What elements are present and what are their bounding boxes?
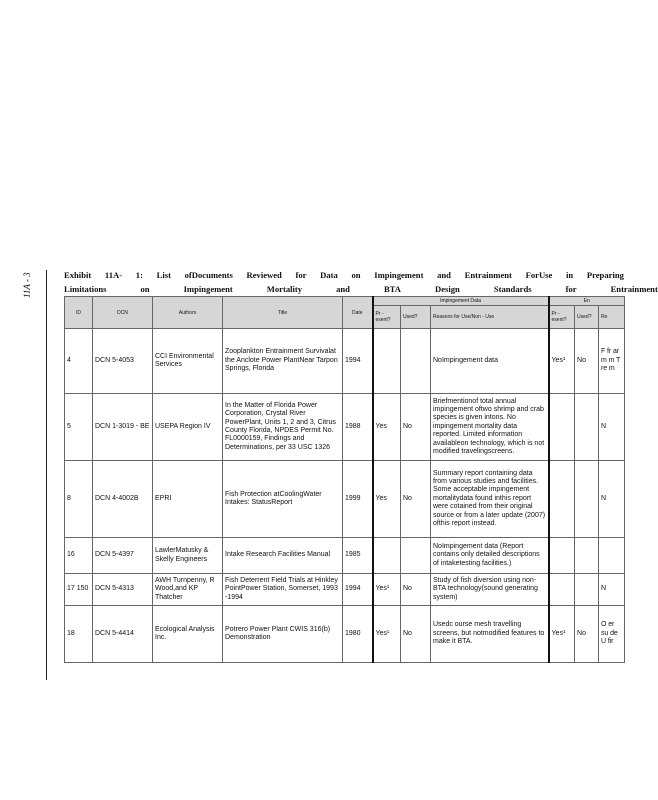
cell-authors: Ecological Analysis Inc. (153, 606, 223, 663)
cell-dcn: DCN 5-4053 (93, 329, 153, 394)
cell-date: 1994 (343, 329, 373, 394)
caption-word: for (565, 284, 577, 294)
cell-dcn: DCN 5-4397 (93, 538, 153, 574)
col-header-imp-reasons: Reasons for Use/Non - Use (431, 306, 549, 329)
col-header-imp-used: Used? (401, 306, 431, 329)
cell-imp-used: No (401, 394, 431, 461)
cell-id: 18 (65, 606, 93, 663)
page-number: 11A - 3 (22, 272, 32, 298)
table-row (65, 329, 625, 394)
cell-title: Fish Deterrent Field Trials at Hinkley PointPower Station, Somerset, 1993 -1994 (223, 574, 343, 606)
cell-imp-used (401, 538, 431, 574)
cell-id: 4 (65, 329, 93, 394)
cell-imp-reasons: NoImpingement data (431, 329, 549, 394)
cell-imp-present: Yes¹ (373, 574, 401, 606)
cell-dcn: DCN 1-3019 - BE (93, 394, 153, 461)
caption-line-2 (64, 282, 658, 296)
exhibit-caption (64, 268, 658, 296)
cell-imp-present (373, 538, 401, 574)
cell-ent-present (549, 461, 575, 538)
table-row (65, 606, 625, 663)
cell-imp-reasons: NoImpingement data (Report contains only detailed descriptions of intaketesting facilities.) (431, 538, 549, 574)
col-header-ent-reasons: Re (599, 306, 625, 329)
caption-word: in (565, 270, 574, 280)
col-header-title: Title (223, 297, 343, 329)
cell-authors: CCI Environmental Services (153, 329, 223, 394)
table-row (65, 461, 625, 538)
caption-word: and (437, 270, 451, 280)
cell-ent-reasons: N (599, 461, 625, 538)
cell-imp-present (373, 329, 401, 394)
caption-word: for (295, 270, 307, 280)
cell-ent-used: No (575, 329, 599, 394)
caption-word: Data (320, 270, 338, 280)
caption-word: Design (435, 284, 460, 294)
cell-title: In the Matter of Florida Power Corporation, Crystal River PowerPlant, Units 1, 2 and 3, Citrus County Florida, NPDES Permit No. FL0000159, Findings and Determinations, per 33 USC 1326 (223, 394, 343, 461)
caption-word: on (140, 284, 150, 294)
documents-table (64, 296, 625, 663)
cell-ent-present (549, 394, 575, 461)
cell-id: 16 (65, 538, 93, 574)
col-header-dcn: DCN (93, 297, 153, 329)
caption-word: Reviewed (246, 270, 282, 280)
margin-rule (46, 270, 47, 680)
cell-ent-used (575, 394, 599, 461)
caption-word: Entrainment (610, 284, 658, 294)
cell-imp-used: No (401, 574, 431, 606)
cell-date: 1980 (343, 606, 373, 663)
caption-word: Impingement (183, 284, 233, 294)
cell-dcn: DCN 4-4002B (93, 461, 153, 538)
cell-ent-present: Yes¹ (549, 329, 575, 394)
cell-title: Zooplankton Entrainment Survivalat the Anclote Power PlantNear Tarpon Springs, Florida (223, 329, 343, 394)
caption-word: Exhibit (64, 270, 92, 280)
cell-imp-reasons: Study of fish diversion using non-BTA technology(sound generating system) (431, 574, 549, 606)
caption-word: Entrainment (464, 270, 512, 280)
cell-ent-used (575, 538, 599, 574)
cell-authors: AWH Turnpenny, R Wood,and KP Thatcher (153, 574, 223, 606)
caption-word: Mortality (266, 284, 303, 294)
col-header-ent-present: Pr - esent? (549, 306, 575, 329)
cell-imp-used: No (401, 461, 431, 538)
cell-date: 1988 (343, 394, 373, 461)
caption-line-1 (64, 268, 624, 282)
caption-word: List (156, 270, 171, 280)
cell-ent-present: Yes¹ (549, 606, 575, 663)
col-header-date: Date (343, 297, 373, 329)
cell-ent-reasons (599, 538, 625, 574)
cell-imp-reasons: Usedc ourse mesh travelling screens, but notmodified features to make it BTA. (431, 606, 549, 663)
cell-ent-reasons: O er su de U fir (599, 606, 625, 663)
cell-authors: USEPA Region IV (153, 394, 223, 461)
col-header-ent-used: Used? (575, 306, 599, 329)
cell-dcn: DCN 5-4414 (93, 606, 153, 663)
table-row (65, 538, 625, 574)
cell-ent-reasons: N (599, 394, 625, 461)
cell-id: 5 (65, 394, 93, 461)
cell-title: Intake Research Facilities Manual (223, 538, 343, 574)
caption-word: on (351, 270, 361, 280)
cell-imp-reasons: Summary report containing data from various studies and facilities. Some acceptable impingement mortalitydata found inthis report were cotained from their original source or from a later update (2007) ofthis report instead. (431, 461, 549, 538)
cell-title: Fish Protection atCoolingWater Intakes: StatusReport (223, 461, 343, 538)
cell-date: 1999 (343, 461, 373, 538)
cell-ent-present (549, 538, 575, 574)
table-row (65, 394, 625, 461)
cell-ent-present (549, 574, 575, 606)
col-header-imp-present: Pr - esent? (373, 306, 401, 329)
cell-imp-present: Yes (373, 394, 401, 461)
caption-word: Preparing (586, 270, 624, 280)
caption-word: Standards (493, 284, 532, 294)
caption-word: 1: (135, 270, 143, 280)
group-header-impingement: Impingement Data (373, 297, 549, 306)
cell-ent-reasons: F fr ar m m T re m (599, 329, 625, 394)
cell-dcn: DCN 5-4313 (93, 574, 153, 606)
cell-imp-used: No (401, 606, 431, 663)
group-header-entrainment: En (549, 297, 625, 306)
caption-word: BTA (383, 284, 401, 294)
caption-word: ForUse (525, 270, 553, 280)
cell-date: 1985 (343, 538, 373, 574)
caption-word: 11A- (104, 270, 123, 280)
cell-imp-used (401, 329, 431, 394)
cell-ent-used: No (575, 606, 599, 663)
cell-id: 17 150 (65, 574, 93, 606)
caption-word: Limitations (64, 284, 107, 294)
cell-imp-reasons: Briefmentionof total annual impingement oftwo shrimp and crab species is given intons. No impingement mortality data reported. Limited information availableon technology, which is not modified travelingscreens. (431, 394, 549, 461)
cell-date: 1994 (343, 574, 373, 606)
group-header-row (65, 297, 625, 306)
caption-word: and (336, 284, 350, 294)
cell-imp-present: Yes (373, 461, 401, 538)
documents-table-wrapper (64, 296, 624, 666)
cell-id: 8 (65, 461, 93, 538)
cell-title: Potrero Power Plant CWIS 316(b) Demonstration (223, 606, 343, 663)
caption-word: ofDocuments (184, 270, 233, 280)
caption-word: Impingement (374, 270, 424, 280)
cell-authors: EPRI (153, 461, 223, 538)
cell-authors: LawlerMatusky & Skelly Engineers (153, 538, 223, 574)
cell-ent-used (575, 574, 599, 606)
table-row (65, 574, 625, 606)
cell-ent-reasons: N (599, 574, 625, 606)
cell-ent-used (575, 461, 599, 538)
col-header-id: ID (65, 297, 93, 329)
cell-imp-present: Yes¹ (373, 606, 401, 663)
col-header-authors: Authors (153, 297, 223, 329)
